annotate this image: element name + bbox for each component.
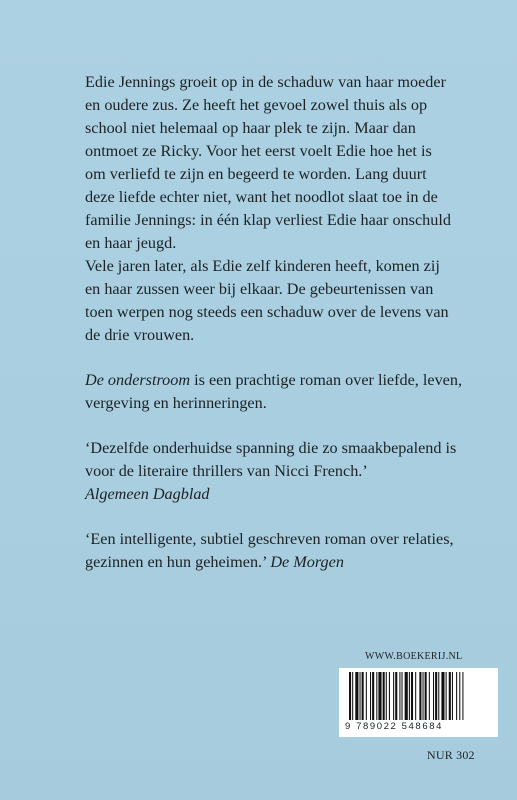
summary-line: toen werpen nog steeds een schaduw over de levens van xyxy=(85,303,449,321)
tagline-text: vergeving en herinneringen. xyxy=(85,394,267,412)
summary-paragraph xyxy=(85,71,505,347)
quote-text: ‘Dezelfde onderhuidse spanning die zo smaakbepalend is xyxy=(85,439,457,457)
summary-line: om verliefd te zijn en begeerd te worden. Lang duurt xyxy=(85,165,427,183)
tagline-paragraph xyxy=(85,369,505,415)
summary-line: Edie Jennings groeit op in de schaduw van haar moeder xyxy=(85,73,446,91)
isbn-digits: 9 789022 548684 xyxy=(345,721,443,732)
quote-text: voor de literaire thrillers van Nicci French.’ xyxy=(85,462,368,480)
review-quote xyxy=(85,437,505,506)
summary-line: school niet helemaal op haar plek te zijn. Maar dan xyxy=(85,119,416,137)
summary-line: en oudere zus. Ze heeft het gevoel zowel thuis als op xyxy=(85,96,428,114)
book-title: De onderstroom xyxy=(85,371,191,389)
summary-line: en haar jeugd. xyxy=(85,234,177,252)
tagline-text: is een prachtige roman over liefde, leven, xyxy=(190,371,462,389)
barcode-bars xyxy=(345,672,493,720)
summary-line: de drie vrouwen. xyxy=(85,326,195,344)
quote-text: ‘Een intelligente, subtiel geschreven roman over relaties, xyxy=(85,530,454,548)
quote-source: Algemeen Dagblad xyxy=(85,485,210,503)
publisher-website: WWW.BOEKERIJ.NL xyxy=(365,651,463,662)
quote-text: gezinnen en hun geheimen.’ xyxy=(85,553,267,571)
barcode xyxy=(339,668,498,737)
nur-code: NUR 302 xyxy=(427,748,475,762)
quote-source: De Morgen xyxy=(270,553,344,571)
summary-line: familie Jennings: in één klap verliest Edie haar onschuld xyxy=(85,211,451,229)
blurb-text xyxy=(85,71,505,574)
summary-line: ontmoet ze Ricky. Voor het eerst voelt Edie hoe het is xyxy=(85,142,432,160)
summary-line: en haar zussen weer bij elkaar. De gebeurtenissen van xyxy=(85,280,434,298)
summary-line: deze liefde echter niet, want het noodlot slaat toe in de xyxy=(85,188,438,206)
summary-line: Vele jaren later, als Edie zelf kinderen heeft, komen zij xyxy=(85,257,440,275)
review-quote xyxy=(85,528,505,574)
